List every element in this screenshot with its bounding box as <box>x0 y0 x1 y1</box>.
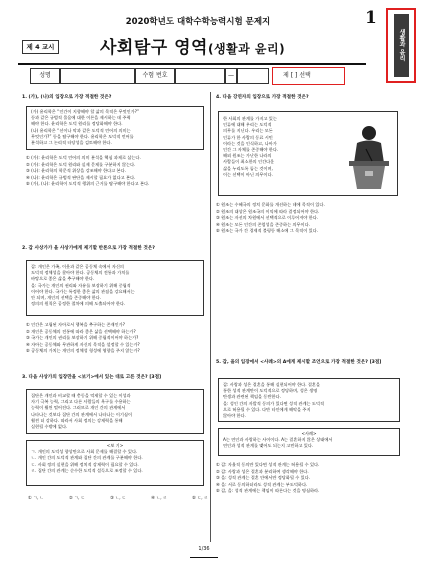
q2-option-3[interactable]: ③ 국가는 개인의 권리를 보장하기 위해 중립적이어야 하는가? <box>26 335 139 341</box>
q2-line: 이어야 한다. 국가는 특정한 좋은 삶의 관점을 강요해서는 <box>31 288 135 294</box>
q1-line: 해야 한다. 윤리학은 도덕 원리를 정당화해야 한다. <box>31 121 123 127</box>
q2-line: 도덕적 정체성을 찾아야 한다. 공동체의 전통과 가치를 <box>31 270 130 276</box>
exam-no-field-b[interactable] <box>237 68 269 84</box>
q5-case-line: A는 연인과 사랑하는 사이이다. A는 결혼하지 않은 상태에서 <box>223 437 333 443</box>
q5-line: 갑: 사랑과 성은 결혼을 통해 실현되어야 한다. 결혼을 <box>223 382 321 387</box>
q3-passage <box>26 389 204 434</box>
q2-passage <box>26 260 204 316</box>
q1-options <box>26 155 208 188</box>
session-label: 제 4 교시 <box>22 40 59 54</box>
exam-no-label: 수험 번호 <box>135 68 175 84</box>
q3-options <box>28 495 208 502</box>
q4-line: 삶을 누리도록 돕는 것이며, <box>223 165 273 171</box>
q5-stem: 5. 갑, 을의 입장에서 <사례>의 A에게 제시할 조언으로 가장 적절한 것은? [3점] <box>216 360 382 365</box>
q4-option-3[interactable]: ③ 원조는 자선의 차원에서 선택적으로 이루어져야 한다. <box>216 215 319 221</box>
q2-option-4[interactable]: ④ 자아는 공동체와 무관하게 자신의 목적을 설정할 수 있는가? <box>26 341 140 347</box>
main-subtitle: (생활과 윤리) <box>207 42 286 56</box>
name-field[interactable] <box>60 68 135 84</box>
q3-bogi-item: ㄱ. 개인의 도덕성 향상만으로 사회 문제를 해결할 수 있다. <box>31 449 138 455</box>
column-divider <box>210 92 211 542</box>
q3-line: 실현될 수밖에 없다. <box>31 424 68 430</box>
q5-option-5[interactable]: ⑤ 갑, 을: 성적 관계에는 책임이 따른다는 것을 명심하라. <box>216 488 320 494</box>
q1-option-1[interactable]: ① (가): 윤리학은 도덕 언어의 의미 분석을 핵심 과제로 삼는다. <box>26 155 141 160</box>
q3-option-3[interactable]: ③ ㄴ, ㄷ <box>110 495 126 500</box>
q5-line: 으로 허용될 수 있다. 다만 타인에게 해악을 주지 <box>223 406 311 412</box>
q4-line: 인류에 대해 우리는 도덕적 <box>223 122 272 128</box>
q1-line: 무엇인가?” 등을 탐구해야 한다. 윤리학은 도덕적 언어를 <box>31 133 134 139</box>
q1-stem: 1. (가), (나)의 입장으로 가장 적절한 것은? <box>22 95 112 100</box>
q2-options <box>26 322 208 355</box>
speaker-illustration <box>339 123 391 191</box>
main-title <box>100 33 285 58</box>
q4-options <box>216 202 406 235</box>
q4-line: 이는 선택이 아닌 의무이다. <box>223 171 273 177</box>
q3-line: 능력이 훨씬 떨어진다. 그러므로 개인 간의 관계에서 <box>31 405 126 411</box>
q3-stem: 3. 다음 사상가의 입장만을 <보기>에서 있는 대로 고른 것은? [3점] <box>22 375 162 380</box>
q4-line: 의무를 지닌다. 우리는 모든 <box>223 128 273 134</box>
q1-option-3[interactable]: ③ (나): 윤리학의 학문적 위상을 강조해야 한다고 본다. <box>26 168 126 174</box>
q3-option-5[interactable]: ⑤ ㄷ, ㄹ <box>192 495 208 500</box>
q4-line: 인간 그 자체를 존중해야 한다. <box>223 147 279 153</box>
q5-option-4[interactable]: ④ 을: 서로 동의하더라도 성적 관계는 부도덕하다. <box>216 481 308 487</box>
footer-sep: / <box>201 546 204 552</box>
subject-tag-box <box>386 8 416 83</box>
q1-line: 분석하고 그 논리적 타당성을 검토해야 한다. <box>31 140 112 146</box>
q3-option-1[interactable]: ① ㄱ, ㄴ <box>28 495 44 500</box>
q5-option-1[interactable]: ① 갑: 자율적 동의만 있다면 성적 관계는 허용될 수 있다. <box>216 462 320 467</box>
q1-option-4[interactable]: ④ (나): 윤리학은 규범적 판단을 제시할 필요가 없다고 본다. <box>26 174 136 180</box>
q2-line: 안 되며, 개인의 선택을 존중해야 한다. <box>31 295 101 301</box>
q3-bogi-item: ㄴ. 개인 간의 도덕적 관계와 집단 간의 관계를 구분해야 한다. <box>31 455 143 461</box>
q3-bogi-title: <보 기> <box>106 443 124 448</box>
header-rule <box>18 63 366 65</box>
exam-no-field-a[interactable] <box>175 68 225 84</box>
q4-stem: 4. 다음 강연자의 입장으로 가장 적절한 것은? <box>216 95 309 100</box>
q3-option-4[interactable]: ④ ㄴ, ㄹ <box>151 495 167 500</box>
q4-option-5[interactable]: ⑤ 원조는 국가 간 경제적 불평등 해소에 그 목적이 있다. <box>216 228 319 234</box>
q1-line: (가) 윤리학은 “인간이 지향해야 할 삶의 목적은 무엇인가?” <box>31 109 140 114</box>
name-label: 성명 <box>30 68 60 84</box>
q5-line: 을: 성인 간의 자발적 동의가 있다면 성적 관계는 도덕적 <box>223 400 325 406</box>
exam-no-dash: — <box>225 68 237 84</box>
q3-line: 집단은 개인과 비교할 때 충동을 억제할 수 있는 이성과 <box>31 393 131 398</box>
q4-option-2[interactable]: ② 원조의 대상은 원조국의 이익에 따라 결정되어야 한다. <box>216 208 320 214</box>
q5-case-line: 연인과 성적 관계를 맺어도 되는지 고민하고 있다. <box>223 443 314 449</box>
q3-line: 나타나는 것보다 집단 간의 관계에서 나타나는 이기심이 <box>31 411 133 417</box>
q5-case-title: <사례> <box>301 431 317 436</box>
q5-case-box <box>218 428 400 456</box>
footer-page: 1 <box>198 546 202 552</box>
q3-line: 훨씬 더 강하다. 따라서 사회 정의는 강제력을 통해 <box>31 417 123 423</box>
q4-line: 이라는 것을 인식하고, 나아가 <box>223 140 277 146</box>
q2-stem: 2. 갑 사상가가 을 사상가에게 제기할 반론으로 가장 적절한 것은? <box>22 246 155 251</box>
q3-line: 자기 극복 능력, 그리고 다른 사람들의 욕구를 수용하는 <box>31 399 131 405</box>
q2-option-2[interactable]: ② 개인은 공동체의 전통에 따라 좋은 삶을 선택해야 하는가? <box>26 328 136 334</box>
q2-line: 정의의 원칙은 공정한 절차에 의해 도출되어야 한다. <box>31 301 126 307</box>
q3-bogi-item: ㄹ. 집단 간의 관계는 순수한 도덕적 설득으로 조정할 수 있다. <box>31 467 143 473</box>
q3-bogi-box <box>26 440 204 486</box>
q4-line: 인류가 한 사람의 동료 시민 <box>223 134 273 140</box>
q1-line: 등과 같은 규범적 물음에 대한 이론을 제시하는 데 주력 <box>31 115 131 121</box>
main-title-text: 사회탐구 영역 <box>100 38 208 58</box>
q1-option-5[interactable]: ⑤ (가), (나): 윤리학이 도덕적 행위의 근거를 탐구해야 한다고 본다. <box>26 181 150 187</box>
q4-line: 한 사회의 관계를 가지고 있는 <box>223 116 277 121</box>
q4-option-1[interactable]: ① 원조는 수혜국의 정치 문화를 개선하는 데에 목적이 있다. <box>216 202 325 207</box>
q5-line: 않아야 한다. <box>223 413 246 419</box>
q2-line: 바탕으로 좋은 삶을 추구해야 한다. <box>31 276 95 282</box>
subject-tag: 생활과 윤리 <box>394 14 409 77</box>
q5-passage <box>218 378 400 422</box>
footer-total: 36 <box>203 546 210 552</box>
q3-bogi-item: ㄷ. 사회 정의 실현을 위해 정치적 강제력이 필요할 수 있다. <box>31 461 139 467</box>
q2-option-1[interactable]: ① 인간은 고립된 자아로서 행복을 추구하는 존재인가? <box>26 322 125 327</box>
q4-line: 해외 원조는 가난한 나라의 <box>223 153 272 159</box>
q2-option-5[interactable]: ⑤ 공동체의 가치는 개인의 정체성 형성에 영향을 주지 않는가? <box>26 348 140 354</box>
q5-options <box>216 462 408 495</box>
q4-line: 사람들이 최소한의 인간다운 <box>223 159 275 165</box>
footer-rule <box>190 557 218 558</box>
q5-line: 탄생과 관련된 책임을 동반한다. <box>223 394 281 400</box>
q5-line: 통한 성적 관계만이 도덕적으로 정당하며, 성은 생명 <box>223 388 318 394</box>
q3-option-2[interactable]: ② ㄱ, ㄷ <box>69 495 85 500</box>
q2-line: 갑: 개인은 가족, 이웃과 같은 공동체 속에서 자신의 <box>31 264 124 269</box>
page-number: 1 <box>365 8 377 28</box>
q1-passage <box>26 106 204 150</box>
choice-box[interactable]: 제 [ ] 선택 <box>272 67 345 85</box>
q2-line: 을: 국가는 개인의 권리와 자유를 보장하기 위해 중립적 <box>31 282 131 288</box>
exam-title: 2020학년도 대학수학능력시험 문제지 <box>125 17 271 27</box>
q1-line: (나) 윤리학은 “선이나 악과 같은 도덕적 언어의 의미는 <box>31 127 131 133</box>
q1-option-2[interactable]: ② (가): 윤리학은 도덕 원리와 실제 문제를 구분하지 않는다. <box>26 161 136 167</box>
q5-option-2[interactable]: ② 갑: 사랑과 성은 결혼과 분리하여 생각해야 한다. <box>216 468 309 474</box>
q5-option-3[interactable]: ③ 을: 성적 관계는 결혼 안에서만 정당화될 수 있다. <box>216 475 311 481</box>
q4-option-4[interactable]: ④ 원조는 모든 인간의 존엄성을 존중하는 의무이다. <box>216 221 310 227</box>
